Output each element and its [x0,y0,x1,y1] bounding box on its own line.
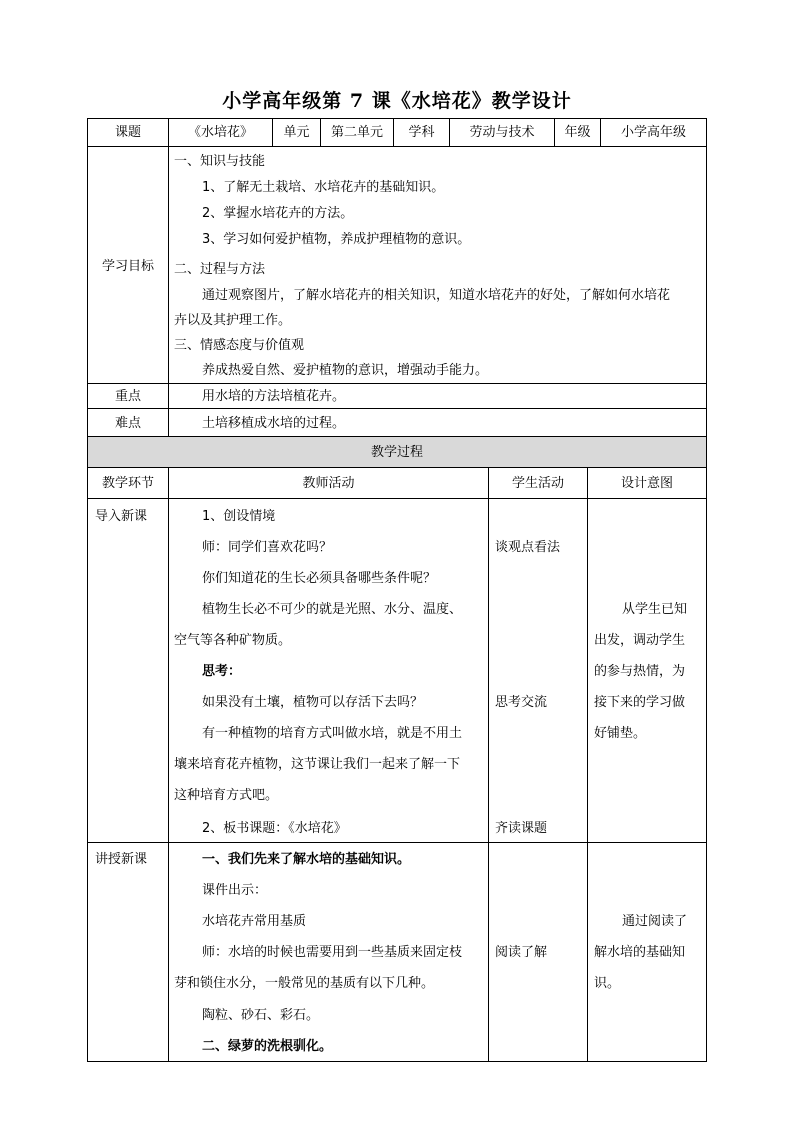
page-title: 小学高年级第 7 课《水培花》教学设计 [222,90,572,112]
label-danyuan: 单元 [283,125,310,140]
teacher-line: 这种培育方式吧。 [174,788,279,803]
intent-line: 的参与热情，为 [594,664,686,679]
teacher-line: 一、我们先来了解水培的基础知识。 [202,852,411,867]
teacher-line: 芽和锁住水分，一般常见的基质有以下几种。 [174,976,435,991]
objective-line: 3、学习如何爱护植物，养成护理植物的意识。 [202,232,471,247]
teacher-line: 二、绿萝的洗根驯化。 [202,1039,333,1054]
teacher-line: 1、创设情境 [202,509,276,524]
student-line: 齐读课题 [495,821,548,836]
teacher-line: 有一种植物的培育方式叫做水培，就是不用土 [202,726,463,741]
objective-line: 2、掌握水培花卉的方法。 [202,206,354,221]
student-line: 谈观点看法 [495,540,561,555]
teacher-line: 陶粒、砂石、彩石。 [202,1008,320,1023]
key-point-label: 重点 [114,389,141,404]
teacher-line: 师：水培的时候也需要用到一些基质来固定枝 [202,945,463,960]
intent-line: 出发，调动学生 [594,633,686,648]
value-danyuan: 第二单元 [330,125,383,140]
stage-label: 讲授新课 [95,852,148,867]
process-heading: 教学过程 [370,445,423,460]
teacher-line: 师：同学们喜欢花吗？ [202,540,333,555]
value-xueke: 劳动与技术 [469,125,535,140]
objective-line: 1、了解无土栽培、水培花卉的基础知识。 [202,180,445,195]
intent-line: 接下来的学习做 [594,695,686,710]
value-nianji: 小学高年级 [620,125,686,140]
teacher-line: 思考： [202,664,242,679]
intent-line: 好铺垫。 [594,726,647,741]
intent-line: 识。 [594,976,621,991]
objective-line: 通过观察图片，了解水培花卉的相关知识，知道水培花卉的好处，了解如何水培花 [202,288,671,303]
stage-label: 导入新课 [95,509,148,524]
difficulty-label: 难点 [114,416,141,431]
objective-line: 养成热爱自然、爱护植物的意识，增强动手能力。 [202,363,489,378]
intent-line: 解水培的基础知 [594,945,686,960]
teacher-line: 你们知道花的生长必须具备哪些条件呢？ [202,571,437,586]
objective-line: 卉以及其护理工作。 [174,313,292,328]
label-xueke: 学科 [408,125,435,140]
teacher-line: 空气等各种矿物质。 [174,633,292,648]
intent-line: 通过阅读了 [622,914,688,929]
teacher-line: 如果没有土壤，植物可以存活下去吗？ [202,695,424,710]
teacher-line: 植物生长必不可少的就是光照、水分、温度、 [202,602,463,617]
column-header: 设计意图 [620,476,673,491]
value-keti: 《水培花》 [187,125,253,140]
objective-line: 二、过程与方法 [174,262,266,277]
label-nianji: 年级 [564,125,591,140]
objectives-label: 学习目标 [101,259,154,274]
teacher-line: 课件出示： [202,883,268,898]
column-header: 学生活动 [511,476,564,491]
teacher-line: 壤来培育花卉植物，这节课让我们一起来了解一下 [174,757,461,772]
key-point-text: 用水培的方法培植花卉。 [202,389,346,404]
objective-line: 一、知识与技能 [174,154,266,169]
teacher-line: 2、板书课题：《水培花》 [202,821,347,836]
student-line: 思考交流 [495,695,548,710]
teacher-line: 水培花卉常用基质 [202,914,307,929]
label-keti: 课题 [114,125,141,140]
difficulty-text: 土培移植成水培的过程。 [202,416,346,431]
intent-line: 从学生已知 [622,602,688,617]
objective-line: 三、情感态度与价值观 [174,338,305,353]
column-header: 教师活动 [302,476,355,491]
student-line: 阅读了解 [495,945,548,960]
column-header: 教学环节 [101,476,154,491]
